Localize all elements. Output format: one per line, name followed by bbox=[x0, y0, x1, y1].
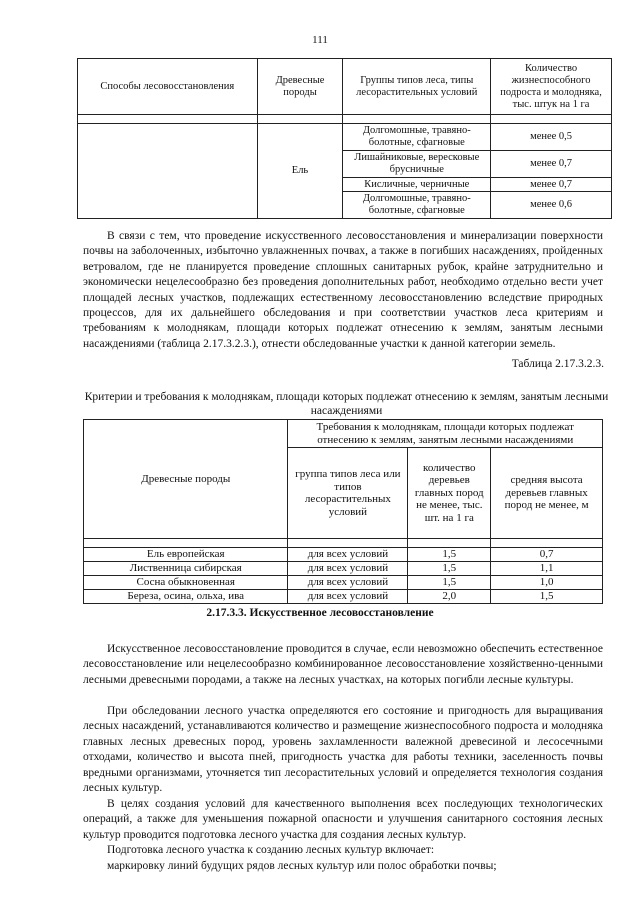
table-header-row bbox=[84, 420, 603, 448]
group-cell: для всех условий bbox=[288, 590, 408, 604]
group-cell: Лишайниковые, вересковые брусничные bbox=[343, 151, 491, 178]
group-cell: Кисличные, черничные bbox=[343, 178, 491, 192]
regeneration-table bbox=[77, 58, 612, 219]
young-growth-criteria-table bbox=[83, 419, 603, 604]
count-cell: менее 0,5 bbox=[491, 124, 612, 151]
table-header-row bbox=[78, 59, 612, 115]
table-row bbox=[78, 124, 612, 151]
group-cell: для всех условий bbox=[288, 548, 408, 562]
group-cell: Долгомошные, травяно-болотные, сфагновые bbox=[343, 124, 491, 151]
paragraph-site-preparation: В целях создания условий для качественного выполнения всех последующих технологических операций, а также для уменьшения пожарной опасности и улучшения санитарного состояния лесных культур проводится подготовка лесного участка для создания лесных культур. bbox=[83, 798, 603, 841]
species-cell: Сосна обыкновенная bbox=[84, 576, 288, 590]
header-forest-group: группа типов леса или типов лесорастительных условий bbox=[288, 448, 408, 539]
species-cell: Ель bbox=[257, 124, 343, 219]
table-row bbox=[84, 590, 603, 604]
count-cell: менее 0,7 bbox=[491, 178, 612, 192]
count-cell: менее 0,7 bbox=[491, 151, 612, 178]
header-tree-count: количество деревьев главных пород не менее, тыс. шт. на 1 га bbox=[408, 448, 491, 539]
header-forest-groups: Группы типов леса, типы лесорастительных условий bbox=[343, 59, 491, 115]
count-cell: менее 0,6 bbox=[491, 192, 612, 219]
table-row bbox=[78, 115, 612, 124]
height-cell: 1,1 bbox=[491, 562, 603, 576]
paragraph-site-survey: При обследовании лесного участка определяются его состояние и пригодность для выращивания лесных насаждений, устанавливаются количество и размещение жизнеспособного подроста и молодняка главных лесных древесных пород, уровень захламленности валежной древесиной и лесосечными отходами, количество и высота пней, пригодность участка для работы техники, заселенность почвы вредными организмами, уточняется тип лесорастительных условий и определяется технология создания лесных культур. bbox=[83, 705, 603, 795]
header-average-height: средняя высота деревьев главных пород не менее, м bbox=[491, 448, 603, 539]
species-cell: Береза, осина, ольха, ива bbox=[84, 590, 288, 604]
paragraph-natural-regeneration: В связи с тем, что проведение искусственного лесовосстановления и минерализации поверхности почвы на заболоченных, избыточно увлажненных почвах, а также в погибших насаждениях, пройденных ветровалом, где не планируется проведение сплошных санитарных рубок, крайне затруднительно и экономически нецелесообразно без проведения дополнительных работ, необходимо отдельно вести учет площадей лесных участков, подлежащих естественному лесовосстановлению вследствие природных процессов, для их дальнейшего обследования и при соответствии участков леса критериям и требованиям к молоднякам, площади которых подлежат отнесению к землям, занятым лесными насаждениями (таблица 2.17.3.2.3.), отнести обследованные участки к данной категории земель. bbox=[83, 230, 603, 350]
methods-cell bbox=[78, 124, 258, 219]
header-undergrowth-count: Количество жизнеспособного подроста и молодняка, тыс. штук на 1 га bbox=[491, 59, 612, 115]
header-methods: Способы лесовосстановления bbox=[78, 59, 258, 115]
table-row bbox=[84, 576, 603, 590]
height-cell: 1,0 bbox=[491, 576, 603, 590]
table-row bbox=[84, 539, 603, 548]
section-heading: 2.17.3.3. Искусственное лесовосстановление bbox=[206, 607, 434, 619]
page-number: 111 bbox=[312, 34, 328, 46]
group-cell: для всех условий bbox=[288, 576, 408, 590]
species-cell: Лиственница сибирская bbox=[84, 562, 288, 576]
group-cell: для всех условий bbox=[288, 562, 408, 576]
table-label: Таблица 2.17.3.2.3. bbox=[511, 358, 604, 370]
table-row bbox=[84, 548, 603, 562]
count-cell: 2,0 bbox=[408, 590, 491, 604]
header-species: Древесные породы bbox=[257, 59, 343, 115]
count-cell: 1,5 bbox=[408, 562, 491, 576]
paragraph-artificial-regeneration: Искусственное лесовосстановление проводится в случае, если невозможно обеспечить естественное лесовосстановление или нецелесообразно комбинированное лесовосстановление хозяйственно-ценными лесными древесными породами, а также на лесных участках, на которых погибли лесные культуры. bbox=[83, 643, 603, 686]
count-cell: 1,5 bbox=[408, 548, 491, 562]
header-requirements: Требования к молоднякам, площади которых подлежат отнесению к землям, занятым лесными насаждениями bbox=[288, 420, 603, 448]
height-cell: 0,7 bbox=[491, 548, 603, 562]
table-row bbox=[84, 562, 603, 576]
group-cell: Долгомошные, травяно-болотные, сфагновые bbox=[343, 192, 491, 219]
header-species: Древесные породы bbox=[84, 420, 288, 539]
paragraph-preparation-includes: Подготовка лесного участка к созданию лесных культур включает: bbox=[107, 844, 435, 856]
paragraph-marking-lines: маркировку линий будущих рядов лесных культур или полос обработки почвы; bbox=[107, 860, 497, 872]
species-cell: Ель европейская bbox=[84, 548, 288, 562]
table-title: Критерии и требования к молоднякам, площади которых подлежат отнесению к землям, занятым лесными насаждениями bbox=[84, 391, 609, 417]
height-cell: 1,5 bbox=[491, 590, 603, 604]
count-cell: 1,5 bbox=[408, 576, 491, 590]
